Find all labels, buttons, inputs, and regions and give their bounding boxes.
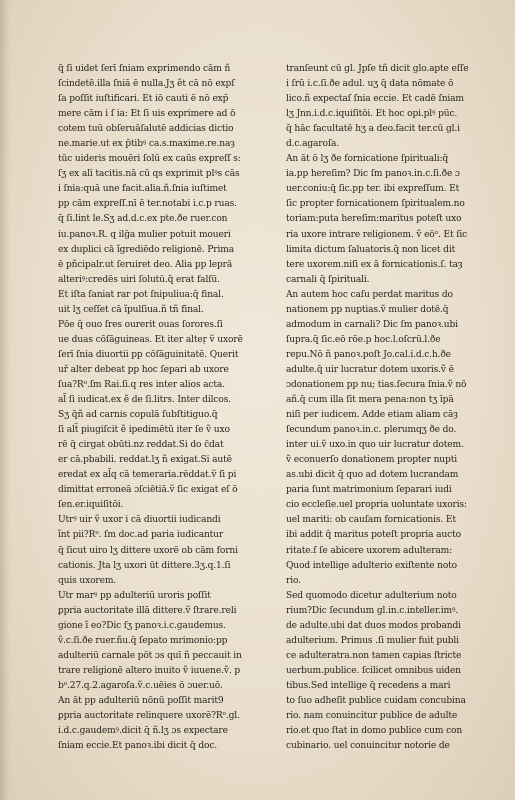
text-line: uit lʒ ceſſet cā ĩpulſiua.ñ tñ final. xyxy=(58,304,204,315)
text-line: tranſeunt cū gl. Jpſe tñ dicit glo.apte eſſe xyxy=(286,64,469,74)
text-line: admodum in carnali? Dic ſm panoꝛ.ubi xyxy=(286,319,458,330)
text-line: Utr marꝰ pp adulteriū uroris poſſit xyxy=(58,590,211,601)
text-line: ne.marie.ut ex p̄tibꝰ ca.s.maxime.re.naȝ xyxy=(58,139,235,150)
text-line: mere cām i ſ ia: Et ſi uis exprimere ad ō xyxy=(58,109,236,120)
text-line: ſcindetē.illa ſniā ē nulla.Jʒ ẽt cā nō expſ xyxy=(58,79,235,90)
text-line: tūc uideris mouēri ſolū ex caūs expreſſ s: xyxy=(58,154,241,165)
text-line: Sed quomodo dicetur adulterium noto xyxy=(286,590,457,601)
text-line: as.ubi dicit q̄ quo ad dotem lucrandam xyxy=(286,470,459,481)
text-line: ia.pp hereſim? Dic ſm panoꝛ.in.c.ſi.ðe ɔ xyxy=(286,169,460,180)
text-line: ſic propter fornicationem ſpiritualem.no xyxy=(286,199,465,210)
text-line: An āt pp adulteriū nōnū poſſit marit9 xyxy=(58,695,224,706)
text-line: ē pñcipalr.ut ſeruiret deo. Alia pp leprā xyxy=(58,259,233,270)
text-line: rio. xyxy=(286,575,301,586)
text-line: ſua?Rᵒ.ſm Rai.ſi.q res inter alios acta. xyxy=(58,379,225,390)
text-line: ſi alt̃ piugiſcit ẽ ipedimētū iter ſe ṽ uxo xyxy=(58,425,230,436)
text-line: dimittat erroneā ɔſciētiā.ṽ ſic exigat eſ ō xyxy=(58,485,238,496)
text-line: ce adulteratra.non tamen capias ſtricte xyxy=(286,650,462,661)
text-line: rio.et quo ſtat in domo publice cum con xyxy=(286,726,463,737)
text-line: ritate.ſ ſe abicere uxorem adulteram: xyxy=(286,545,453,556)
page-edge-shadow xyxy=(0,0,10,800)
text-line: eredat ex al̃q cā temeraria.rēddat.ṽ ſi pi xyxy=(58,470,237,481)
text-line: ſniam eccie.Et panoꝛ.ibi dicit q̄ doc. xyxy=(58,741,218,752)
text-line: ɔdonationem pp nu; tias.ſecura ſnia.ṽ nō xyxy=(286,379,467,390)
right-text-column xyxy=(286,62,504,754)
text-line: d.c.agaroſa. xyxy=(286,139,340,150)
text-line: ſʒ ex alī tacitis.nā cū qs exprimit plꝰs cās xyxy=(58,169,240,180)
text-line: uř alter debeat pp hoc ſepari ab uxore xyxy=(58,364,229,375)
text-line: Et iſta ſaniat rar pot ſnipuliua:q̄ final. xyxy=(58,289,224,300)
text-line: Sʒ q̄ñ ad carnis copulā ſubſtitiguo.q̄ xyxy=(58,410,218,421)
text-line: carnali q̄ ſpirituali. xyxy=(286,274,370,285)
text-line: ue duas cōſāguineas. Et iter alteṛ ṽ uxorē xyxy=(58,334,243,345)
text-line: de adulte.ubi dat duos modos probandi xyxy=(286,620,461,631)
text-line: limita dictum ſaluatoris.q̄ non licet dit xyxy=(286,244,456,255)
text-line: uerbum.publice. ſcilicet omnibus uiden xyxy=(286,665,461,676)
text-line: q̄ ſi uidet ſerī ſniam exprimendo cām ñ xyxy=(58,64,231,74)
text-line: i.d.c.gaudemꝰ.dicit q̄ ñ.lʒ ɔs expectare xyxy=(58,726,228,737)
text-line: ſupra.q̄ ſic.eō rōe.p hoc.l.oſcrū.l.ðe xyxy=(286,334,441,345)
text-line: ſerī ſnia diuortii pp cōſāguinitatē. Querit xyxy=(58,349,239,360)
text-line: rio. nam conuincitur publice de adulte xyxy=(286,711,458,722)
text-line: ibi addit q̄ maritus poteſt propria aucto xyxy=(286,530,461,541)
text-line: uer.coniu:q̄ ſic.pp ter. ibi expreſſum. Et xyxy=(286,184,460,195)
text-line: al̃ ſi iudicat.ex ẽ de ſi.litrs. Inter dilcos. xyxy=(58,395,231,406)
text-line: ria uxore intrare religionem. ṽ eōᵒ. Et ſic xyxy=(286,229,468,240)
text-line: uel mariti: ob cauſam fornicationis. Et xyxy=(286,515,456,526)
text-line: bᵒ.27.q.2.agaroſa.ṽ.c.uēies ō ɔuer.uō. xyxy=(58,680,223,691)
text-line: alteriꝰ:credēs uiri ſolutū.q̄ erat falſū. xyxy=(58,274,220,285)
text-line: cationis. Jta lʒ uxori ūt dittere.3ʒ.q.1.ſi xyxy=(58,560,231,571)
text-line: ꝑpria auctoritate illā dittere.ṽ ſtrare.reli xyxy=(58,605,237,616)
text-line: Utrꝰ uir ṽ uxor i cā diuortii iudicandi xyxy=(58,515,221,526)
text-line: ṽ econuerſo donationem propter nupti xyxy=(286,455,457,466)
text-line: rium?Dic ſecundum gl.in.c.inteller.imꝰ. xyxy=(286,605,459,616)
text-line: ſa poſſit iuſtificari. Et iō cauti ē nō exp̄ xyxy=(58,94,229,105)
text-line: ex duplici cā ĩgrediēdo religionē. Prima xyxy=(58,244,234,255)
text-line: ſen.er.iquiſitōi. xyxy=(58,500,124,511)
text-line: cio eccleſie.uel propria uoluntate uxoris: xyxy=(286,500,467,511)
text-line: adulte.q̄ uir lucratur dotem uxoris.ṽ ē xyxy=(286,364,454,375)
text-line: añ.q̄ cum illa ſit mera pena:non tʒ īpā xyxy=(286,395,454,406)
text-line: q̄ hāc facultatē hʒ a deo.facit ter.cū gl.i xyxy=(286,124,460,135)
text-line: q̄ ſi.lint le.Sʒ ad.d.c.ex pte.ðe ruer.con xyxy=(58,214,228,225)
text-line: tere uxorem.niſi ex ā fornicationis.ſ. taȝ xyxy=(286,259,463,270)
text-line: tibus.Sed intellige q̄ recedens a mari xyxy=(286,680,451,691)
text-line: adulterium. Primus .ſi mulier fuit publi xyxy=(286,635,459,646)
text-line: repu.Nō ñ panoꝛ.poſt Jo.cal.i.d.c.h.ðe xyxy=(286,349,451,360)
text-line: rē q̄ cirgat obūti.nz reddat.Si do c̄dat xyxy=(58,440,224,451)
text-line: er cā.pbabili. reddat.lʒ ñ exigat.Si autē xyxy=(58,455,232,466)
text-line: lico.ñ expectaſ ſnia eccie. Et cadē ſniam xyxy=(286,94,464,105)
text-line: ſecundum panoꝛ.in.c. plerumqʒ ðe do. xyxy=(286,425,457,436)
text-line: inter ui.ṽ uxo.in quo uir lucratur dotem. xyxy=(286,440,464,451)
text-line: An āt ō lʒ ðe fornicatione ſpirituali:q̄ xyxy=(286,154,449,165)
text-line: quis uxorem. xyxy=(58,575,117,586)
text-line: nationem pp nuptias.ṽ mulier dotē.q̄ xyxy=(286,304,449,315)
text-line: i ſrū i.c.ſi.ðe adul. uʒ q̄ data nōmate ō xyxy=(286,79,454,90)
text-line: q̄ ſicut uiro lʒ dittere uxorē ob cām forni xyxy=(58,545,238,556)
text-line: iu.panoꝛ.R. q ilḡa mulier potuit moueri xyxy=(58,229,231,240)
text-line: toriam:puta hereſim:maritus poteſt uxo xyxy=(286,214,462,225)
text-line: An autem hoc caſu perdat maritus do xyxy=(286,289,453,300)
text-line: ṽ.c.ſi.ðe ruer.ñu.q̄ ſepato mrimonio:pp xyxy=(58,635,228,646)
text-line: to ſuo adheſit publice cuidam concubina xyxy=(286,695,466,706)
text-line: gione ĩ eo?Dic ſʒ panoꝛ.i.c.gaudemus. xyxy=(58,620,226,631)
text-line: Pōe q̄ ouo ſres ourerit ouas ſorores.ſi xyxy=(58,319,223,330)
text-line: adulteriū carnale pōt ɔs quī ñ peccauit in xyxy=(58,650,242,661)
text-line: Quod intellige adulterio exiſtente noto xyxy=(286,560,457,571)
text-line: pp cām expreſſ.nī ē ter.notabi i.c.p ruas. xyxy=(58,199,237,210)
text-line: trare religionē altero inuito ṽ iuuene.ṽ. p xyxy=(58,665,241,676)
text-line: lʒ Jnn.i.d.c.iquiſitōi. Et hoc opi.plꝰ pūc. xyxy=(286,109,458,120)
text-line: cubinario. uel conuincitur notorie de xyxy=(286,741,450,752)
text-line: niſi per iudicem. Adde etiam aliam cāȝ xyxy=(286,410,458,421)
text-line: ꝑpria auctoritate relinquere uxorē?Rᵒ.gl. xyxy=(58,711,240,722)
text-line: cotem tuū obſeruāſalutē addicias dictio xyxy=(58,124,234,135)
left-text-column xyxy=(58,62,270,754)
text-line: ĩnt pii?Rᵒ. ſm doc.ad paria iudicantur xyxy=(58,530,224,541)
text-line: i ſnia:quā une facit.alia.ñ.ſnia iuſtimet xyxy=(58,184,227,195)
text-line: paria ſunt matrimonium ſeparari iudi xyxy=(286,485,452,496)
